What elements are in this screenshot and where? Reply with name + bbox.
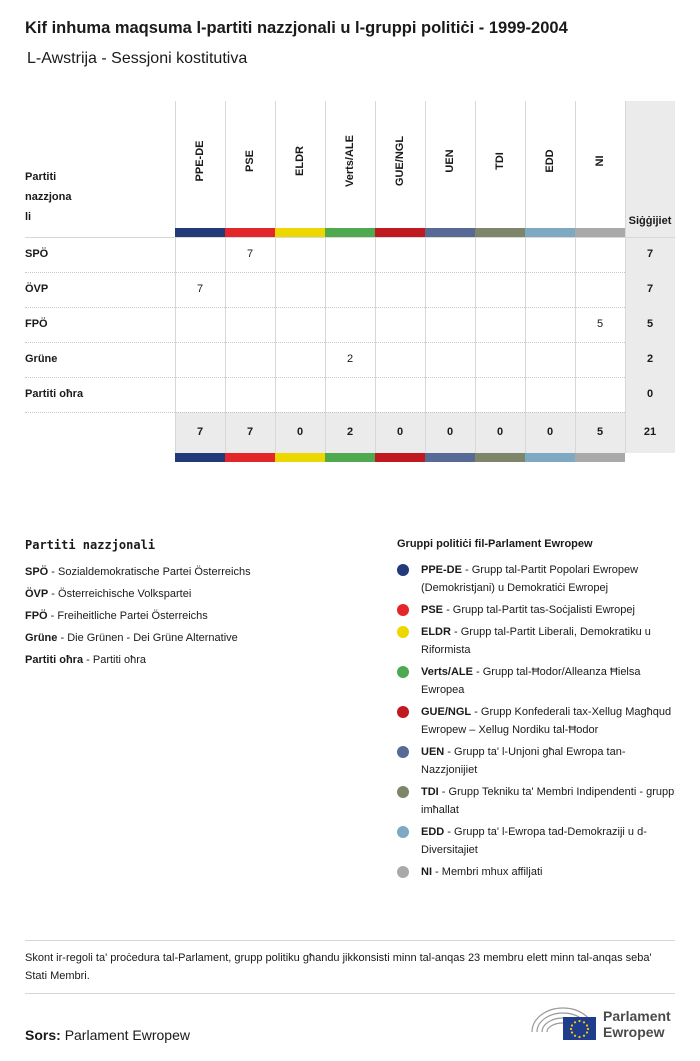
national-party-item: ÖVP - Österreichische Volkspartei — [25, 588, 192, 600]
political-group-item: NI - Membri mhux affiljati — [397, 863, 677, 881]
national-party-item: Partiti oħra - Partiti oħra — [25, 654, 147, 666]
row-total: 0 — [646, 388, 654, 400]
color-dot-icon — [397, 866, 409, 878]
column-total: 0 — [446, 426, 454, 438]
color-dot-icon — [397, 564, 409, 576]
political-group-item: GUE/NGL - Grupp Konfederali tax-Xellug Magħqud Ewropew – Xellug Nordiku tal-Ħodor — [397, 703, 677, 739]
color-dot-icon — [397, 604, 409, 616]
color-dot-icon — [397, 706, 409, 718]
political-group-item: Verts/ALE - Grupp tal-Ħodor/Alleanza Ħielsa Ewropea — [397, 663, 677, 699]
column-total: 7 — [196, 426, 204, 438]
source-value: Parlament Ewropew — [64, 1027, 190, 1043]
group-color-bar — [375, 228, 425, 237]
row-total: 2 — [646, 353, 654, 365]
column-total: 0 — [546, 426, 554, 438]
column-total: 0 — [496, 426, 504, 438]
page-subtitle: L-Awstrija - Sessjoni kostitutiva — [27, 50, 248, 67]
column-header-ni: NI — [594, 155, 606, 167]
political-groups-legend — [397, 538, 677, 885]
row-header: Partiti nazzjona li — [25, 171, 72, 223]
row-label: SPÖ — [25, 248, 49, 260]
logo-line-1: Parlament — [603, 1008, 671, 1024]
color-dot-icon — [397, 666, 409, 678]
source-label: Sors: — [25, 1027, 61, 1043]
political-groups-heading: Gruppi politiċi fil-Parlament Ewropew — [397, 538, 593, 550]
group-color-bar — [175, 228, 225, 237]
color-dot-icon — [397, 826, 409, 838]
page-title: Kif inhuma maqsuma l-partiti nazzjonali u l-gruppi politiċi - 1999-2004 — [25, 19, 568, 37]
column-header-uen: UEN — [444, 149, 456, 173]
column-total: 2 — [346, 426, 354, 438]
table-cell: 7 — [246, 248, 254, 260]
political-group-item: PPE-DE - Grupp tal-Partit Popolari Ewropew (Demokristjani) u Demokratiċi Ewropej — [397, 561, 677, 597]
national-parties-legend — [25, 538, 355, 671]
column-header-ppe-de: PPE-DE — [194, 140, 206, 182]
european-parliament-logo — [530, 1002, 678, 1042]
column-header-gue-ngl: GUE/NGL — [394, 135, 406, 187]
column-header-pse: PSE — [244, 149, 256, 173]
seat-distribution-table — [25, 101, 675, 463]
group-color-bar — [575, 453, 625, 462]
total-column-header: Siġġijiet — [625, 101, 675, 237]
hemicycle-icon — [530, 1002, 600, 1042]
grand-total: 21 — [643, 426, 657, 438]
group-color-bar — [225, 453, 275, 462]
group-color-bar — [325, 228, 375, 237]
color-dot-icon — [397, 626, 409, 638]
group-color-bar — [425, 228, 475, 237]
table-cell: 2 — [346, 353, 354, 365]
row-total: 5 — [646, 318, 654, 330]
row-total: 7 — [646, 283, 654, 295]
group-color-bar — [225, 228, 275, 237]
national-party-item: Grüne - Die Grünen - Dei Grüne Alternative — [25, 632, 238, 644]
group-color-bar — [175, 453, 225, 462]
national-party-item: SPÖ - Sozialdemokratische Partei Österreichs — [25, 566, 251, 578]
group-color-bar — [525, 228, 575, 237]
group-color-bar — [475, 453, 525, 462]
political-group-item: ELDR - Grupp tal-Partit Liberali, Demokratiku u Riformista — [397, 623, 677, 659]
row-label: Grüne — [25, 353, 58, 365]
column-total: 0 — [296, 426, 304, 438]
divider — [25, 993, 675, 994]
group-color-bar — [575, 228, 625, 237]
group-color-bar — [375, 453, 425, 462]
political-group-item: TDI - Grupp Tekniku ta' Membri Indipendenti - grupp imħallat — [397, 783, 677, 819]
group-color-bar — [425, 453, 475, 462]
political-group-item: EDD - Grupp ta' l-Ewropa tad-Demokraziji u d-Diversitajiet — [397, 823, 677, 859]
table-cell: 7 — [196, 283, 204, 295]
table-cell: 5 — [596, 318, 604, 330]
group-color-bar — [475, 228, 525, 237]
column-header-verts-ale: Verts/ALE — [344, 135, 356, 187]
column-total: 5 — [596, 426, 604, 438]
row-total: 7 — [646, 248, 654, 260]
group-color-bar — [325, 453, 375, 462]
source — [25, 1027, 190, 1043]
column-header-edd: EDD — [544, 149, 556, 173]
national-party-item: FPÖ - Freiheitliche Partei Österreichs — [25, 610, 208, 622]
political-group-item: UEN - Grupp ta' l-Unjoni għal Ewropa tan-Nazzjonijiet — [397, 743, 677, 779]
political-group-item: PSE - Grupp tal-Partit tas-Soċjalisti Ewropej — [397, 601, 677, 619]
divider — [25, 940, 675, 941]
group-color-bar — [275, 453, 325, 462]
logo-line-2: Ewropew — [603, 1024, 665, 1040]
column-total: 0 — [396, 426, 404, 438]
footnote: Skont ir-regoli ta' proċedura tal-Parlament, grupp politiku għandu jikkonsisti minn tal-anqas 23 membru elett minn tal-anqas seba' Stati Membri. — [25, 952, 652, 982]
column-total: 7 — [246, 426, 254, 438]
column-header-eldr: ELDR — [294, 146, 306, 176]
row-label: Partiti oħra — [25, 388, 84, 400]
column-header-tdi: TDI — [494, 152, 506, 170]
row-label: FPÖ — [25, 318, 48, 330]
color-dot-icon — [397, 746, 409, 758]
group-color-bar — [525, 453, 575, 462]
color-dot-icon — [397, 786, 409, 798]
national-parties-heading: Partiti nazzjonali — [25, 538, 156, 552]
row-label: ÖVP — [25, 283, 49, 295]
group-color-bar — [275, 228, 325, 237]
